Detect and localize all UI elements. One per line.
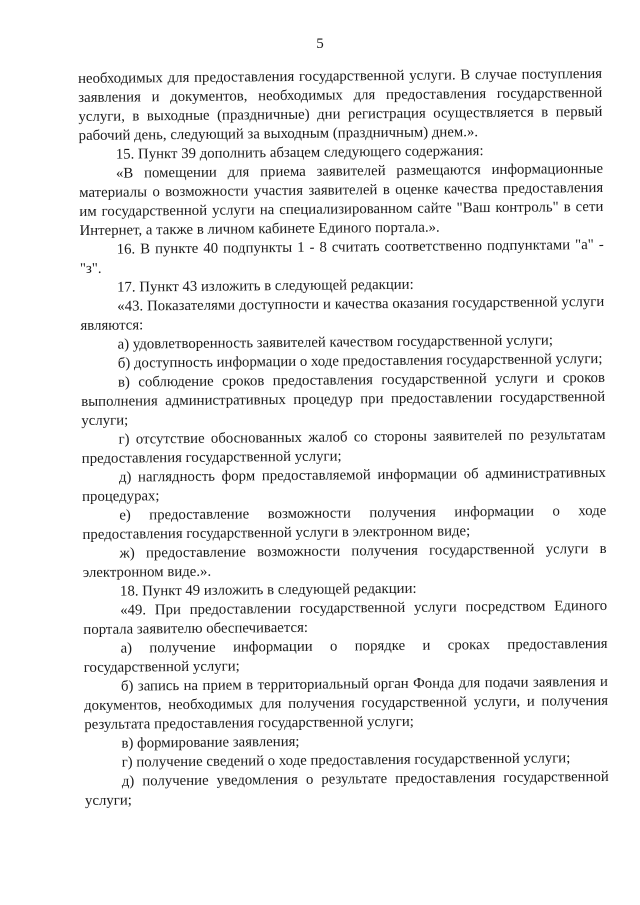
subitem-49-d: д) получение уведомления о результате предоставления государственной услуги;	[84, 768, 609, 809]
subitem-43-e: е) предоставление возможности получения информации о ходе предоставления государственной услуги в электронном виде;	[82, 502, 607, 543]
subitem-49-a: а) получение информации о порядке и сроках предоставления государственной услуги;	[83, 635, 608, 676]
paragraph-item-15: 15. Пункт 39 дополнить абзацем следующего содержания:	[115, 143, 484, 163]
subitem-43-g: г) отсутствие обоснованных жалоб со стороны заявителей по результатам предоставления государственной услуги;	[81, 426, 606, 467]
subitem-43-d: д) наглядность форм предоставляемой информации об административных процедурах;	[82, 464, 606, 505]
document-body	[78, 65, 609, 811]
paragraph-quote-49: «49. При предоставлении государственной услуги посредством Единого портала заявителю обеспечивается:	[83, 597, 608, 638]
subitem-49-v: в) формирование заявления;	[121, 733, 300, 752]
paragraph-quote-39: «В помещении для приема заявителей размещаются информационные материалы о возможности участия заявителей в оценке качества предоставления им государственной услуги на специализированном сайте "Ваш контроль" в сети Интернет, а также в личном кабинете Единого портала.».	[79, 160, 604, 239]
subitem-43-v: в) соблюдение сроков предоставления государственной услуги и сроков выполнения административных процедур при предоставлении государственной услуги;	[81, 369, 606, 429]
subitem-49-b: б) запись на прием в территориальный орган Фонда для подачи заявления и документов, необходимых для получения государственной услуги, и получения результата предоставления государственной услуги;	[84, 673, 609, 733]
paragraph-item-17: 17. Пункт 43 изложить в следующей редакции:	[117, 276, 414, 296]
paragraph-continuation: необходимых для предоставления государственной услуги. В случае поступления заявления и документов, необходимых для предоставления государственной услуги, в выходные (праздничные) дни регистрация осуществляется в первый рабочий день, следующий за выходным (праздничным) днем.».	[78, 65, 603, 144]
paragraph-item-18: 18. Пункт 49 изложить в следующей редакции:	[119, 580, 417, 600]
subitem-43-a: а) удовлетворенность заявителей качеством государственной услуги;	[117, 332, 553, 353]
paragraph-item-16: 16. В пункте 40 подпункты 1 - 8 считать соответственно подпунктами "а" - "з".	[79, 236, 604, 277]
subitem-43-zh: ж) предоставление возможности получения государственной услуги в электронном виде.».	[82, 540, 607, 581]
page-number: 5	[316, 36, 324, 52]
subitem-49-g: г) получение сведений о ходе предоставления государственной услуги;	[121, 750, 571, 771]
subitem-43-b: б) доступность информации о ходе предоставления государственной услуги;	[117, 350, 603, 372]
paragraph-quote-43: «43. Показателями доступности и качества оказания государственной услуги являются:	[80, 293, 605, 334]
